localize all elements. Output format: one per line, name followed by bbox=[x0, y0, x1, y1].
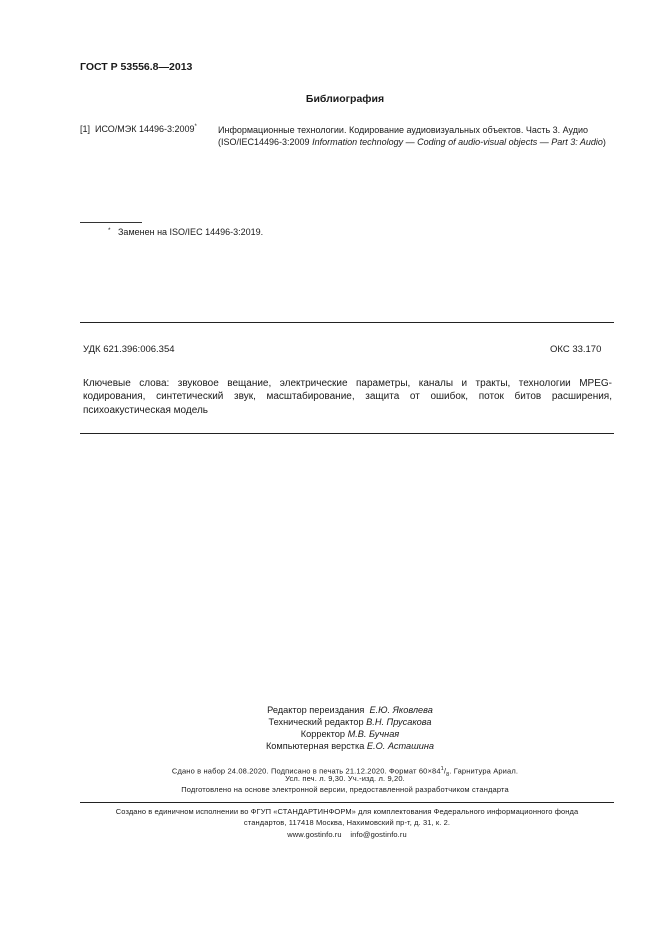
credit-name: Е.О. Асташина bbox=[366, 741, 435, 751]
publication-line-1: Сдано в набор 24.08.2020. Подписано в печать 21.12.2020. Формат $60\times 84^1/_8$. Гарнитура Ариал. bbox=[171, 766, 519, 778]
divider-bottom bbox=[80, 802, 614, 803]
organization-contacts: www.gostinfo.ru info@gostinfo.ru bbox=[287, 830, 407, 839]
credit-name: М.В. Бучная bbox=[347, 729, 400, 739]
bib-en-text: Information technology — Coding of audio-visual objects — Part 3: Audio bbox=[312, 137, 603, 148]
credit-layout bbox=[140, 740, 560, 752]
udk-code: УДК 621.396:006.354 bbox=[83, 344, 175, 355]
bib-entry-reference bbox=[95, 124, 197, 134]
credit-name: В.Н. Прусакова bbox=[366, 717, 432, 727]
credit-role: Корректор bbox=[300, 729, 346, 739]
bib-entry-description bbox=[218, 124, 616, 148]
credit-role: Компьютерная верстка bbox=[265, 741, 365, 751]
bib-closing: ) bbox=[602, 137, 606, 148]
footnote-mark: * bbox=[108, 227, 111, 234]
format-denominator: 8 bbox=[446, 772, 450, 778]
credit-role: Технический редактор bbox=[268, 717, 364, 727]
credit-name: Е.Ю. Яковлева bbox=[369, 705, 433, 715]
bib-entry-number: [1] bbox=[80, 124, 91, 134]
footnote-text: Заменен на ISO/IEC 14496-3:2019. bbox=[118, 227, 264, 237]
bib-reference-mark: * bbox=[194, 124, 197, 130]
footnote-rule bbox=[80, 222, 142, 223]
keywords: Ключевые слова: звуковое вещание, электрические параметры, каналы и тракты, технологии MPEG-кодирования, синтетический звук, масштабирование, защита от ошибок, поток битов расширения, психоакустическая модель bbox=[83, 378, 612, 416]
format-numerator: 1 bbox=[440, 766, 444, 772]
credit-role: Редактор переиздания bbox=[267, 705, 365, 715]
publication-line-2: Усл. печ. л. 9,30. Уч.-изд. л. 9,20. bbox=[285, 774, 405, 783]
organization-line-1: Создано в единичном исполнении во ФГУП «СТАНДАРТИНФОРМ» для комплектования Федерального информационного фонда bbox=[115, 807, 579, 816]
divider-top bbox=[80, 322, 614, 323]
publication-line-3: Подготовлено на основе электронной версии, предоставленной разработчиком стандарта bbox=[181, 785, 509, 794]
standard-number: ГОСТ Р 53556.8—2013 bbox=[80, 61, 193, 73]
bibliography-title: Библиография bbox=[305, 93, 385, 105]
bib-ru-text: Информационные технологии. Кодирование аудиовизуальных объектов. Часть 3. Аудио (ISO/IEC14496-3:2009 bbox=[218, 125, 589, 148]
oks-code: ОКС 33.170 bbox=[550, 344, 602, 355]
organization-line-2: стандартов, 117418 Москва, Нахимовский пр-т, д. 31, к. 2. bbox=[243, 818, 451, 827]
bib-reference-code: ИСО/МЭК 14496-3:2009 bbox=[95, 124, 195, 134]
divider-middle bbox=[80, 433, 614, 434]
publication-format: Сдано в набор 24.08.2020. Подписано в печать 21.12.2020. Формат 60×84 bbox=[171, 766, 441, 776]
credit-editor bbox=[140, 704, 560, 716]
credit-tech-editor bbox=[140, 716, 560, 728]
credit-corrector bbox=[140, 728, 560, 740]
publication-font: . Гарнитура Ариал. bbox=[449, 766, 519, 776]
